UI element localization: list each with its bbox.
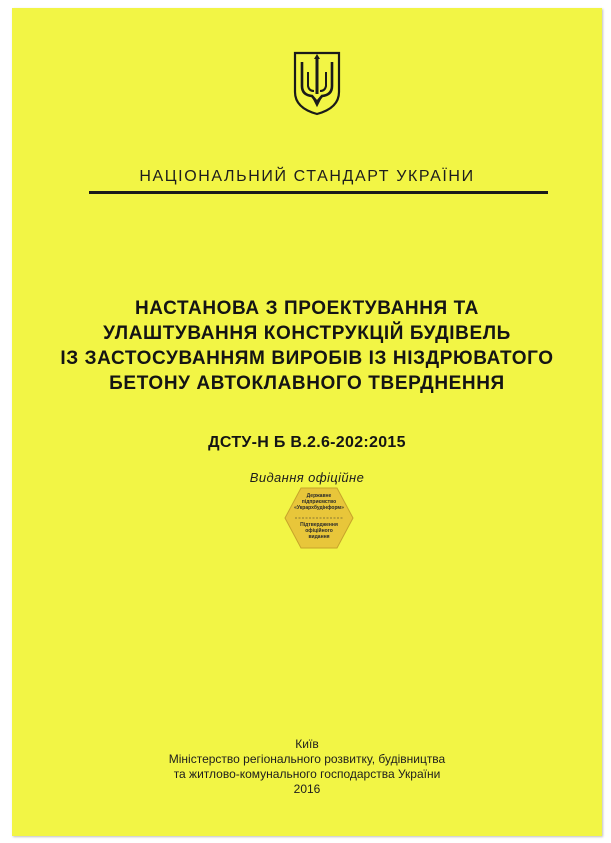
document-cover bbox=[12, 8, 602, 836]
title-line: БЕТОНУ АВТОКЛАВНОГО ТВЕРДНЕННЯ bbox=[109, 373, 505, 394]
national-standard-heading: НАЦІОНАЛЬНИЙ СТАНДАРТ УКРАЇНИ bbox=[139, 168, 475, 185]
stamp-line: видання bbox=[308, 534, 330, 540]
heading-divider bbox=[89, 191, 548, 194]
stamp-line: офіційного bbox=[305, 528, 333, 534]
stamp-line: підприємство bbox=[301, 499, 337, 505]
standard-code: ДСТУ-Н Б В.2.6-202:2015 bbox=[208, 434, 406, 451]
publisher-name-line: та житлово-комунального господарства України bbox=[173, 767, 441, 781]
title-line: НАСТАНОВА З ПРОЕКТУВАННЯ ТА bbox=[134, 298, 480, 319]
edition-label: Видання офіційне bbox=[249, 470, 365, 485]
official-edition-stamp bbox=[283, 486, 355, 550]
document-title bbox=[32, 296, 582, 396]
title-line: УЛАШТУВАННЯ КОНСТРУКЦІЙ БУДІВЕЛЬ bbox=[103, 323, 511, 344]
publisher-block bbox=[12, 737, 602, 797]
publisher-city: Київ bbox=[295, 737, 319, 751]
trident-emblem-icon bbox=[292, 50, 342, 116]
stamp-line: Державне bbox=[306, 493, 332, 499]
publisher-name-line: Міністерство регіонального розвитку, будівництва bbox=[168, 752, 446, 766]
title-line: ІЗ ЗАСТОСУВАННЯМ ВИРОБІВ ІЗ НІЗДРЮВАТОГО bbox=[60, 348, 554, 369]
stamp-line: Підтвердження bbox=[300, 522, 338, 528]
publication-year: 2016 bbox=[293, 782, 321, 796]
stamp-line: «Укрархбудінформ» bbox=[294, 505, 344, 511]
